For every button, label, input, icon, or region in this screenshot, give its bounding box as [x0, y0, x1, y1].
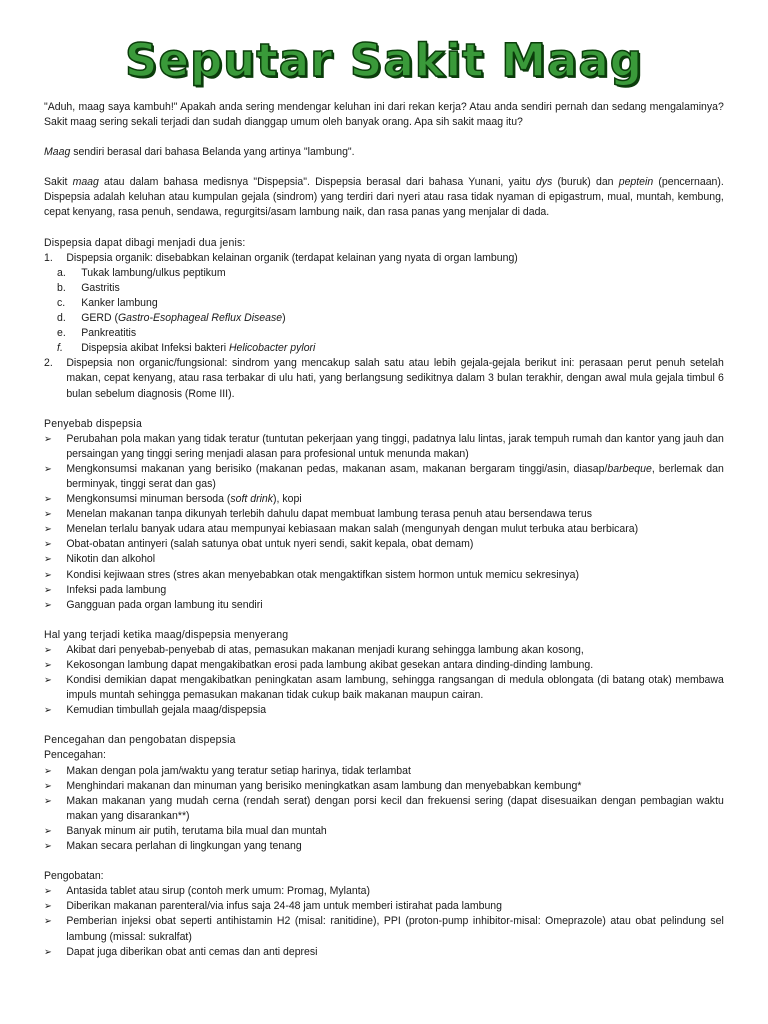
sub-item: c. Kanker lambung	[57, 296, 158, 309]
sub-heading-treatment: Pengobatan:	[44, 870, 104, 883]
bullet-arrow-icon: ➢	[44, 916, 52, 928]
bullet-arrow-icon: ➢	[44, 433, 52, 445]
bullet-arrow-icon: ➢	[44, 569, 52, 581]
bullet-arrow-icon: ➢	[44, 946, 52, 958]
list-item: ➢ Menelan makanan tanpa dikunyah terlebih dahulu dapat membuat lambung terasa penuh atau bersendawa terus	[44, 507, 724, 522]
bullet-arrow-icon: ➢	[44, 675, 52, 687]
list-item: ➢ Obat-obatan antinyeri (salah satunya obat untuk nyeri sendi, sakit kepala, obat demam)	[44, 537, 724, 552]
list-item: ➢ Makan dengan pola jam/waktu yang teratur setiap harinya, tidak terlambat	[44, 764, 724, 779]
list-item: ➢ Menelan terlalu banyak udara atau mempunyai kebiasaan makan salah (mengunyah dengan mulut terbuka atau berbicara)	[44, 522, 724, 537]
bullet-arrow-icon: ➢	[44, 539, 52, 551]
intro-paragraph: "Aduh, maag saya kambuh!" Apakah anda sering mendengar keluhan ini dari rekan kerja? Atau anda sendiri pernah dan sedang mengalaminya? Sakit maag sering sekali terjadi dan sudah dianggap umum oleh banyak orang. Apa sih sakit maag itu?	[44, 101, 724, 129]
bullet-arrow-icon: ➢	[44, 886, 52, 898]
list-item: ➢ Akibat dari penyebab-penyebab di atas, pemasukan makanan menjadi kurang sehingga lambung akan kosong,	[44, 643, 724, 658]
list-item: ➢ Makan makanan yang mudah cerna (rendah serat) dengan porsi kecil dan frekuensi sering (dapat disesuaikan dengan pembagian waktu makan yang disarankan**)	[44, 794, 724, 824]
bullet-arrow-icon: ➢	[44, 765, 52, 777]
list-item: ➢ Nikotin dan alkohol	[44, 552, 724, 567]
bullet-arrow-icon: ➢	[44, 463, 52, 475]
list-item: ➢ Menghindari makanan dan minuman yang berisiko meningkatkan asam lambung dan menyebabkan kembung*	[44, 779, 724, 794]
section-heading-division: Dispepsia dapat dibagi menjadi dua jenis:	[44, 236, 246, 249]
section-heading-effects: Hal yang terjadi ketika maag/dispepsia menyerang	[44, 628, 289, 641]
numbered-item: 1. Dispepsia organik: disebabkan kelainan organik (terdapat kelainan yang nyata di organ lambung)	[44, 251, 518, 264]
bullet-arrow-icon: ➢	[44, 524, 52, 536]
list-item: ➢ Makan secara perlahan di lingkungan yang tenang	[44, 839, 724, 854]
bullet-arrow-icon: ➢	[44, 494, 52, 506]
bullet-arrow-icon: ➢	[44, 825, 52, 837]
maag-definition: Maag sendiri berasal dari bahasa Belanda yang artinya "lambung".	[44, 146, 355, 159]
page-title: Seputar Sakit Maag	[125, 34, 643, 87]
bullet-arrow-icon: ➢	[44, 584, 52, 596]
section-heading-causes: Penyebab dispepsia	[44, 417, 142, 430]
list-item: ➢ Diberikan makanan parenteral/via infus saja 24-48 jam untuk memberi istirahat pada lambung	[44, 899, 724, 914]
bullet-arrow-icon: ➢	[44, 599, 52, 611]
list-item: ➢ Dapat juga diberikan obat anti cemas dan anti depresi	[44, 945, 724, 960]
list-item: ➢ Mengkonsumsi minuman bersoda (soft drink), kopi	[44, 492, 724, 507]
sub-item: e. Pankreatitis	[57, 327, 137, 340]
bullet-arrow-icon: ➢	[44, 509, 52, 521]
bullet-arrow-icon: ➢	[44, 705, 52, 717]
list-item: ➢ Kekosongan lambung dapat mengakibatkan erosi pada lambung akibat gesekan antara dinding-dinding lambung.	[44, 658, 724, 673]
article-body	[44, 100, 724, 960]
list-item: ➢ Banyak minum air putih, terutama bila mual dan muntah	[44, 824, 724, 839]
sub-heading-prevention: Pencegahan:	[44, 749, 106, 762]
list-item: ➢ Infeksi pada lambung	[44, 583, 724, 598]
list-item: ➢ Kondisi demikian dapat mengakibatkan peningkatan asam lambung, sehingga rangsangan di medula oblongata (di batang otak) membawa impuls muntah sehingga pemasukan makanan tidak cukup baik makanan maupun cairan.	[44, 673, 724, 703]
list-item: ➢ Mengkonsumsi makanan yang berisiko (makanan pedas, makanan asam, makanan bergaram tinggi/asin, diasap/barbeque, berlemak dan berminyak, tinggi serat dan gas)	[44, 462, 724, 492]
bullet-arrow-icon: ➢	[44, 901, 52, 913]
list-item: ➢ Kondisi kejiwaan stres (stres akan menyebabkan otak mengaktifkan sistem hormon untuk memicu sekresinya)	[44, 568, 724, 583]
dispepsia-definition: Sakit maag atau dalam bahasa medisnya "Dispepsia". Dispepsia berasal dari bahasa Yunani, yaitu dys (buruk) dan peptein (pencernaan). Dispepsia adalah keluhan atau kumpulan gejala (sindrom) yang terdiri dari nyeri atau rasa tidak nyaman di epigastrum, mual, muntah, kembung, cepat kenyang, rasa penuh, sendawa, regurgitsi/asam lambung naik, dan rasa panas yang menjalar di dada.	[44, 176, 724, 219]
list-item: ➢ Kemudian timbullah gejala maag/dispepsia	[44, 703, 724, 718]
section-heading-prevention: Pencegahan dan pengobatan dispepsia	[44, 734, 236, 747]
bullet-arrow-icon: ➢	[44, 554, 52, 566]
numbered-item: 2. Dispepsia non organic/fungsional: sindrom yang mencakup salah satu atau lebih gejala-gejala berikut ini: perasaan perut penuh setelah makan, cepat kenyang, atau rasa terbakar di ulu hati, yang berlangsung sedikitnya dalam 3 bulan terakhir, dengan awal mula gejala timbul 6 bulan sebelum diagnosis (Rome III).	[44, 357, 724, 400]
list-item: ➢ Antasida tablet atau sirup (contoh merk umum: Promag, Mylanta)	[44, 884, 724, 899]
sub-item: b. Gastritis	[57, 281, 120, 294]
bullet-arrow-icon: ➢	[44, 795, 52, 807]
sub-item: d. GERD (Gastro-Esophageal Reflux Disease)	[57, 312, 286, 325]
sub-item: f. Dispepsia akibat Infeksi bakteri Helicobacter pylori	[57, 342, 316, 355]
list-item: ➢ Perubahan pola makan yang tidak teratur (tuntutan pekerjaan yang tinggi, padatnya lalu lintas, jarak tempuh rumah dan kantor yang jauh dan persaingan yang tinggi sering menjadi alasan para profesional untuk menunda makan)	[44, 432, 724, 462]
sub-item: a. Tukak lambung/ulkus peptikum	[57, 266, 226, 279]
bullet-arrow-icon: ➢	[44, 841, 52, 853]
bullet-arrow-icon: ➢	[44, 644, 52, 656]
list-item: ➢ Gangguan pada organ lambung itu sendiri	[44, 598, 724, 613]
bullet-arrow-icon: ➢	[44, 660, 52, 671]
list-item: ➢ Pemberian injeksi obat seperti antihistamin H2 (misal: ranitidine), PPI (proton-pump inhibitor-misal: Omeprazole) atau obat pelindung sel lambung (missal: sukralfat)	[44, 914, 724, 944]
bullet-arrow-icon: ➢	[44, 780, 52, 792]
